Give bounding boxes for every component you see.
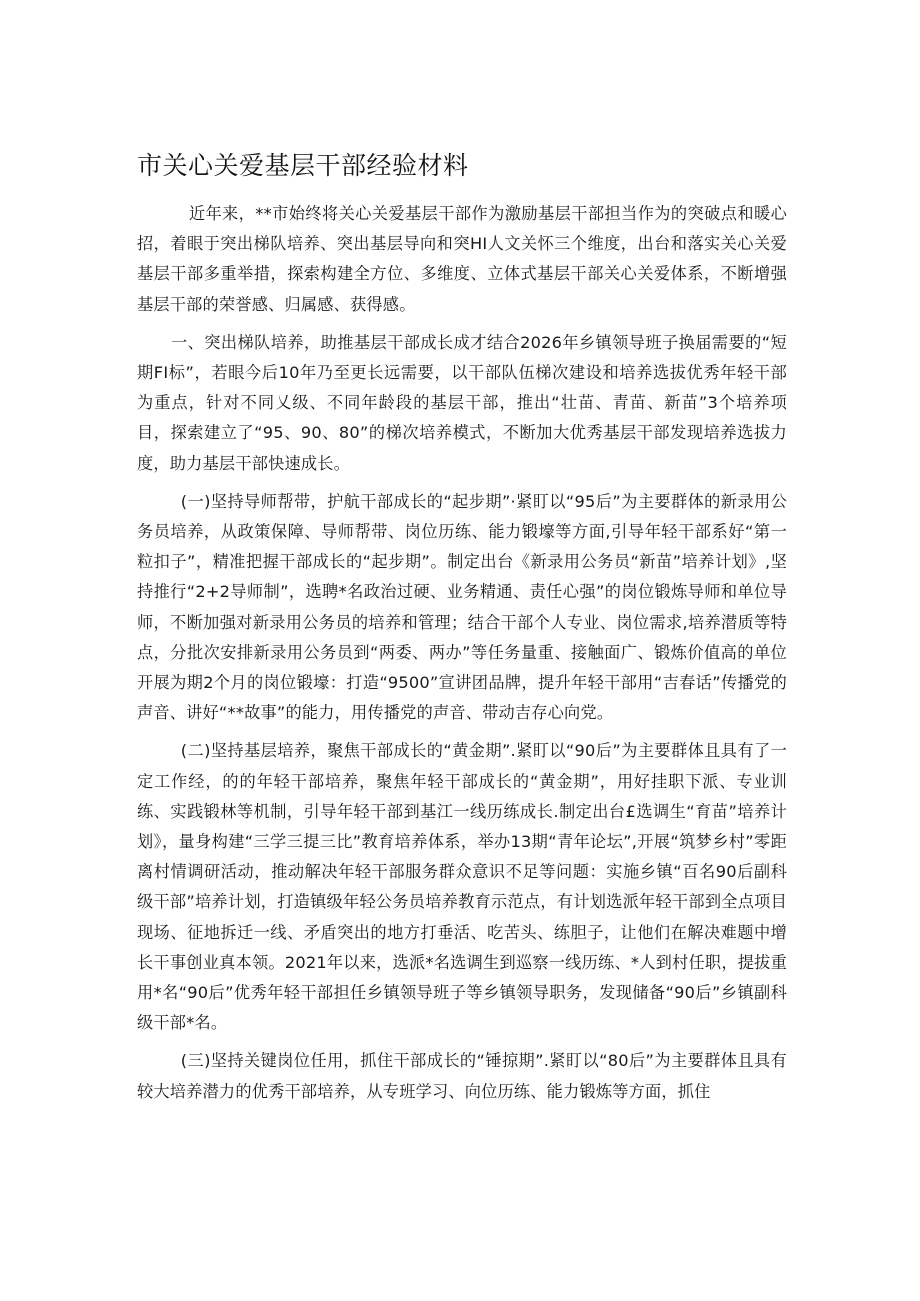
intro-paragraph: 近年来，**市始终将关心关爱基层干部作为激励基层干部担当作为的突破点和暖心招，着眼于突出梯队培养、突出基层导向和突HI人文关怀三个维度，出台和落实关心关爱基层干部多重举措，探索构建全方位、多维度、立体式基层干部关心关爱体系，不断增强基层干部的荣誉感、归属感、获得感。 bbox=[137, 204, 787, 314]
subsection-3-paragraph: (三)坚持关键岗位任用，抓住干部成长的“锤掠期”.紧盯以“80后”为主要群体且具有较大培养潜力的优秀干部培养，从专班学习、向位历练、能力锻炼等方面，抓住 bbox=[137, 1051, 787, 1101]
document-title: 市关心关爱基层干部经验材料 bbox=[137, 151, 469, 180]
section-1-paragraph: 一、突出梯队培养，助推基层干部成长成才结合2026年乡镇领导班子换届需要的“短期FI标”，若眼今后10年乃至更长远需要，以干部队伍梯次建设和培养选拔优秀年轻干部为重点，针对不同乂级、不同年龄段的基层干部，推出“壮苗、青苗、新苗”3个培养项目，探索建立了“95、90、80”的梯次培养模式，不断加大优秀基层干部发现培养选拔力度，助力基层干部快速成长。 bbox=[137, 332, 787, 473]
document-page bbox=[137, 146, 787, 1115]
subsection-2-paragraph: (二)坚持基层培养，聚焦干部成长的“黄金期”.紧盯以“90后”为主要群体且具有了一定工作经，的的年轻干部培养，聚焦年轻干部成长的“黄金期”，用好挂职下派、专业训练、实践锻林等机制，引导年轻干部到基江一线历练成长.制定出台£选调生“育苗”培养计划》，量身构建“三学三提三比”教育培养体系，举办13期“青年论坛”,开展“筑梦乡村”零距离村情调研活动，推动解决年轻干部服务群众意识不足等问题：实施乡镇“百名90后副科级干部”培养计划，打造镇级年轻公务员培养教育示范点，有计划选派年轻干部到全点项目现场、征地拆迁一线、矛盾突出的地方打垂活、吃苦头、练胆子，让他们在解决难题中增长干事创业真本领。2021年以来，选派*名选调生到巡察一线历练、*人到村任职，提拔重用*名“90后”优秀年轻干部担任乡镇领导班子等乡镇领导职务，发现储备“90后”乡镇副科级干部*名。 bbox=[137, 741, 787, 1033]
subsection-1-paragraph: (一)坚持导师帮带，护航干部成长的“起步期”·紧盯以“95后”为主要群体的新录用公务员培养，从政策保障、导师帮带、岗位历练、能力锻壕等方面,引导年轻干部系好“第一粒扣子”，精准把握干部成长的“起步期”。制定出台《新录用公务员“新苗”培养计划》,坚持推行“2+2导师制”，选聘*名政治过硬、业务精通、责任心强”的岗位锻炼导师和单位导师，不断加强对新录用公务员的培养和管理；结合干部个人专业、岗位需求,培养潜质等特点，分批次安排新录用公务员到“两委、两办”等任务量重、接触面广、锻炼价值高的单位开展为期2个月的岗位锻壕：打造“9500”宣讲团品牌，提升年轻干部用“吉春话”传播党的声音、讲好“**故事”的能力，用传播党的声音、带动吉存心向党。 bbox=[137, 491, 787, 723]
